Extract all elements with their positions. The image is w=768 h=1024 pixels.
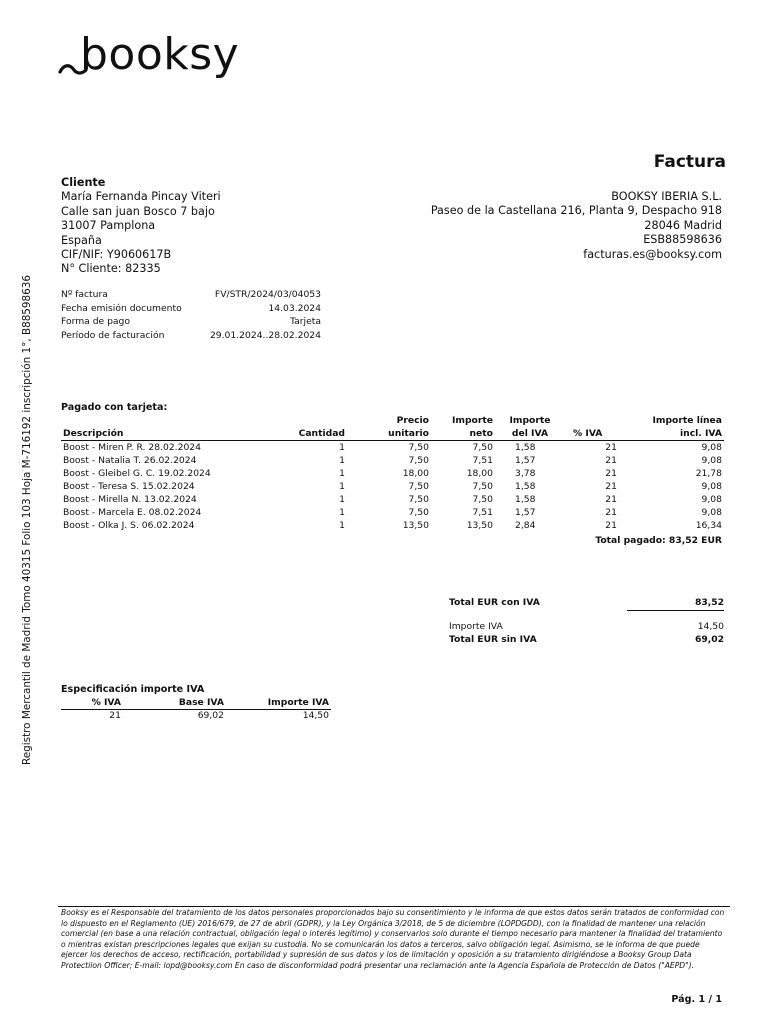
meta-label: Nº factura: [61, 289, 108, 300]
vat-col-amount: Importe IVA: [267, 697, 329, 708]
company-line: 28046 Madrid: [644, 218, 722, 232]
company-line: Paseo de la Castellana 216, Planta 9, Despacho 918: [430, 204, 722, 218]
meta-value: Tarjeta: [290, 316, 321, 328]
table-row: Boost - Natalia T. 26.02.2024 1 7,50 7,51 1,57 21 9,08: [63, 455, 722, 466]
company-email: facturas.es@booksy.com: [583, 247, 722, 261]
vat-amount-value: 14,50: [697, 620, 724, 632]
totals-summary: [449, 596, 724, 647]
client-line: María Fernanda Pincay Viteri: [61, 190, 221, 204]
meta-row: [61, 302, 321, 316]
col-header-vat-pct: % IVA: [565, 415, 619, 441]
client-line: 31007 Pamplona: [61, 219, 156, 233]
items-section-title: Pagado con tarjeta:: [61, 402, 168, 413]
total-with-vat-row: [449, 596, 724, 610]
registry-sidebar: [18, 275, 36, 765]
meta-value: 14.03.2024: [268, 302, 321, 314]
document-title: Factura: [653, 152, 726, 172]
total-without-vat-row: [449, 633, 724, 647]
vat-amount-label: Importe IVA: [449, 620, 503, 632]
meta-row: [61, 315, 321, 329]
total-without-vat-label: Total EUR sin IVA: [449, 634, 537, 646]
vat-header-row: [61, 697, 331, 710]
col-header-line-total: Importe línea incl. IVA: [619, 415, 724, 441]
client-heading: Cliente: [61, 176, 106, 189]
client-line: CIF/NIF: Y9060617B: [61, 248, 172, 262]
meta-label: Forma de pago: [61, 316, 131, 328]
col-header-unit-price: Precio unitario: [347, 415, 431, 441]
booksy-logo: [58, 29, 258, 84]
vat-col-pct: % IVA: [91, 697, 121, 708]
logo-text: booksy: [80, 29, 240, 80]
meta-value: FV/STR/2024/03/04053: [214, 289, 321, 300]
client-line: Calle san juan Bosco 7 bajo: [61, 204, 215, 218]
table-row: Boost - Teresa S. 15.02.2024 1 7,50 7,50 1,58 21 9,08: [63, 481, 722, 492]
meta-label: Fecha emisión documento: [61, 302, 182, 314]
vat-spec-table: [61, 697, 331, 722]
items-header-row: [61, 415, 724, 441]
invoice-meta: [61, 288, 321, 342]
col-header-vat-amount: Importe del IVA: [495, 415, 565, 441]
table-row: Boost - Gleibel G. C. 19.02.2024 1 18,00 18,00 3,78 21 21,78: [63, 468, 722, 479]
summary-divider: [627, 610, 724, 611]
table-row: Boost - Olka J. S. 06.02.2024 1 13,50 13,50 2,84 21 16,34: [63, 520, 722, 531]
total-without-vat-value: 69,02: [694, 634, 724, 646]
client-block: [61, 176, 221, 277]
meta-row: [61, 329, 321, 343]
company-block: [431, 190, 722, 262]
meta-value: 29.01.2024..28.02.2024: [209, 329, 321, 341]
table-row: Boost - Miren P. R. 28.02.2024 1 7,50 7,50 1,58 21 9,08: [63, 442, 722, 453]
items-table: [61, 415, 724, 532]
total-with-vat-label: Total EUR con IVA: [449, 597, 540, 608]
meta-label: Período de facturación: [61, 329, 165, 341]
vat-col-base: Base IVA: [178, 697, 224, 708]
company-line: BOOKSY IBERIA S.L.: [611, 190, 722, 203]
vat-spec-title: Especificación importe IVA: [61, 684, 205, 695]
company-line: ESB88598636: [643, 233, 722, 247]
footer-divider: [58, 906, 730, 907]
table-row: 21 69,02 14,50: [109, 710, 329, 721]
col-header-net: Importe neto: [431, 415, 495, 441]
client-line: España: [61, 233, 102, 247]
client-line: N° Cliente: 82335: [61, 262, 161, 276]
registry-text: Registro Mercantil de Madrid Tomo 40315 Folio 103 Hoja M-716192 inscripción 1°, B88598636: [21, 275, 33, 765]
vat-amount-row: [449, 620, 724, 634]
privacy-footer: Booksy es el Responsable del tratamiento de los datos personales proporcionados bajo su consentimiento y le informa de que estos datos serán tratados de conformidad con lo dispuesto en el Reglamento (UE) 2016/679, de 27 de abril (GDPR), y la Ley Orgánica 3/2018, de 5 de diciembre (LOPDGDD), con la finalidad de mantener una relación comercial (en base a una relación contractual, obligación legal o interés legítimo) y conservarlos solo durante el tiempo necesario para mantener la finalidad del tratamiento o mientras existan prescripciones legales que exijan su custodia. No se comunicarán los datos a terceros, salvo obligación legal. Asimismo, se le informa de que puede ejercer los derechos de acceso, rectificación, portabilidad y supresión de sus datos y los de limitación y oposición a su tratamiento dirigiéndose a Booksy Group Data Protectiion Officer; E-mail: lopd@booksy.com En caso de disconformidad podrá presentar una reclamación ante la Agencia Española de Protección de Datos ("AEPD").: [61, 908, 725, 970]
total-with-vat-value: 83,52: [694, 597, 724, 608]
meta-row: [61, 288, 321, 302]
page-number: Pág. 1 / 1: [671, 994, 722, 1005]
total-paid: Total pagado: 83,52 EUR: [595, 535, 722, 546]
table-row: Boost - Marcela E. 08.02.2024 1 7,50 7,51 1,57 21 9,08: [63, 507, 722, 518]
table-row: Boost - Mirella N. 13.02.2024 1 7,50 7,50 1,58 21 9,08: [63, 494, 722, 505]
col-header-quantity: Cantidad: [261, 415, 347, 441]
col-header-description: Descripción: [61, 415, 261, 441]
